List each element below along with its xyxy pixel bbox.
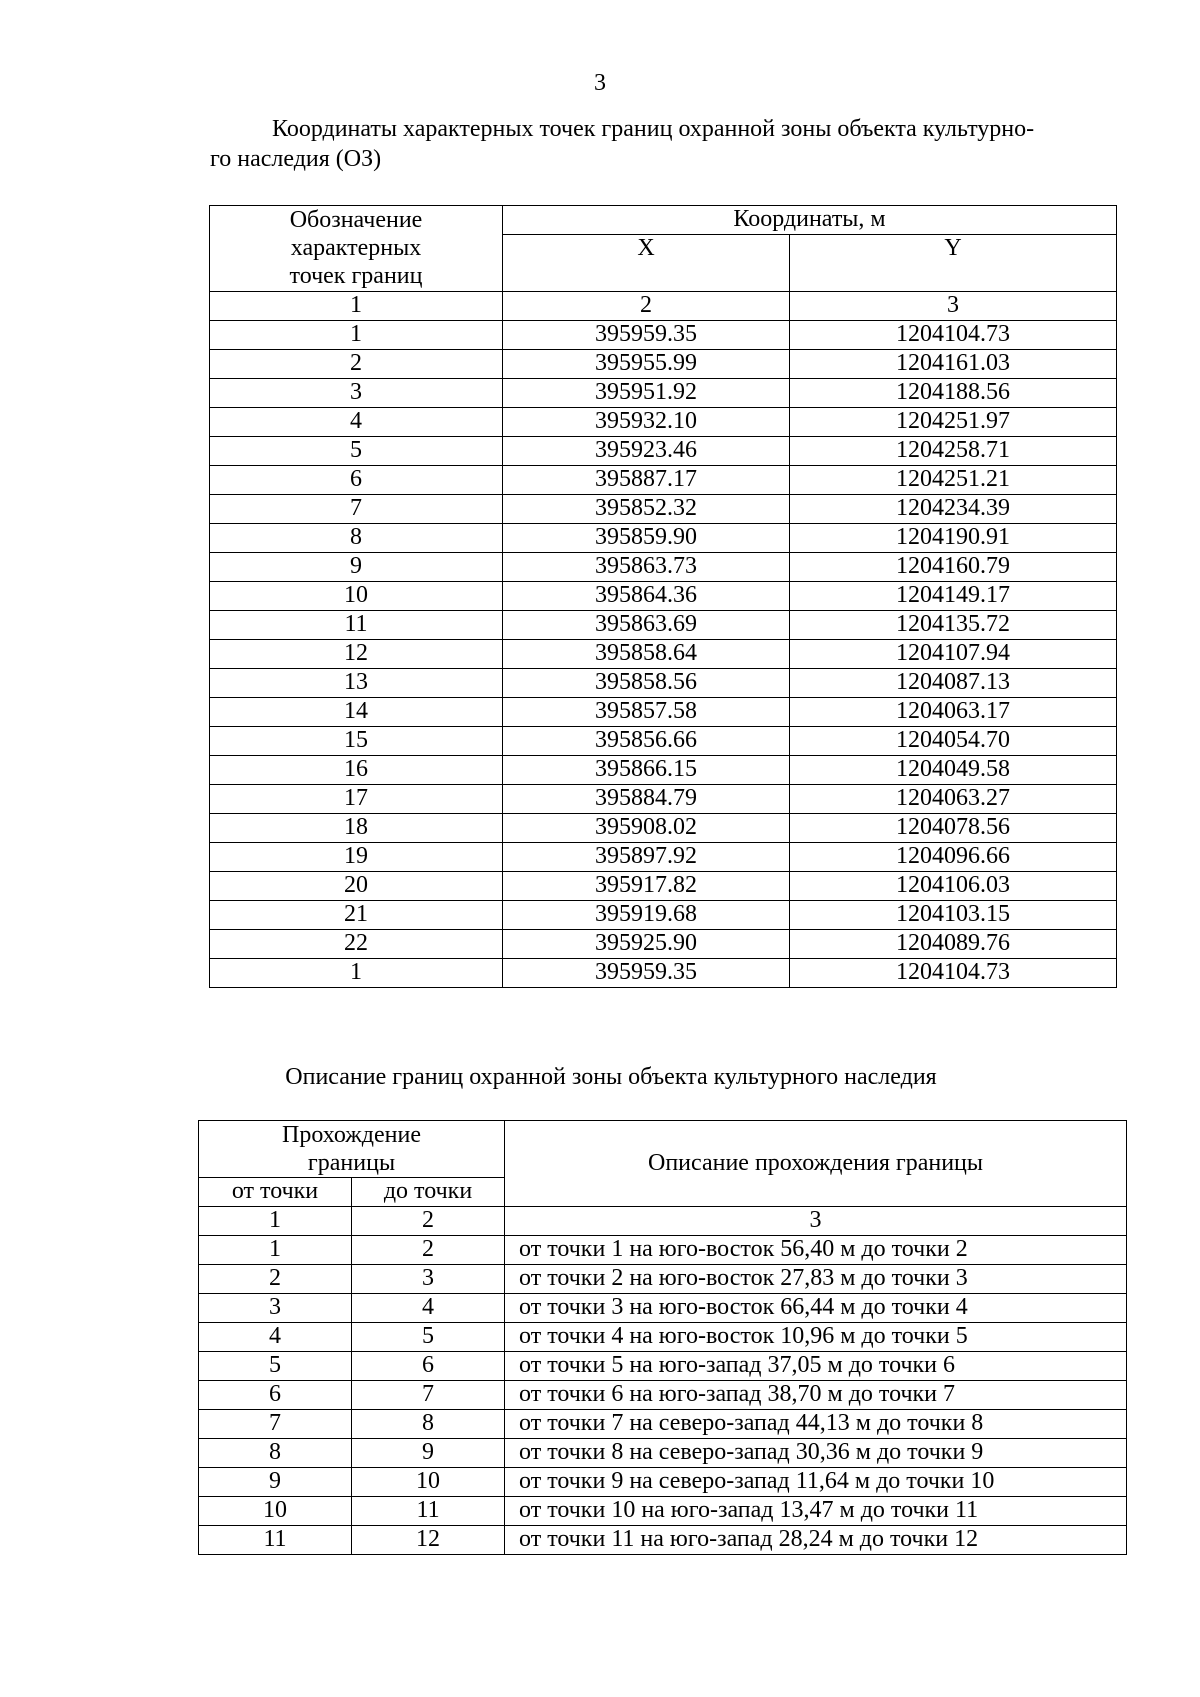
from-point: 6 xyxy=(199,1381,352,1410)
x-value: 395856.66 xyxy=(503,727,790,756)
x-value: 395863.73 xyxy=(503,553,790,582)
point-number: 21 xyxy=(210,901,503,930)
y-value: 1204251.21 xyxy=(790,466,1117,495)
passage-description: от точки 8 на северо-запад 30,36 м до точки 9 xyxy=(505,1439,1127,1468)
point-number: 7 xyxy=(210,495,503,524)
point-number: 18 xyxy=(210,814,503,843)
x-header: X xyxy=(503,235,790,292)
passage-header-line1: Прохождение xyxy=(282,1122,422,1148)
point-number: 14 xyxy=(210,698,503,727)
passage-description: от точки 2 на юго-восток 27,83 м до точки 3 xyxy=(505,1265,1127,1294)
designation-header-line3: точек границ xyxy=(289,263,423,289)
y-value: 1204188.56 xyxy=(790,379,1117,408)
point-number: 6 xyxy=(210,466,503,495)
point-number: 1 xyxy=(210,321,503,350)
bounds-row xyxy=(199,1468,1127,1497)
x-value: 395887.17 xyxy=(503,466,790,495)
col-number-1: 1 xyxy=(199,1207,352,1236)
coords-row xyxy=(210,785,1117,814)
x-value: 395959.35 xyxy=(503,321,790,350)
y-value: 1204107.94 xyxy=(790,640,1117,669)
coords-heading xyxy=(210,114,1120,174)
x-value: 395919.68 xyxy=(503,901,790,930)
y-value: 1204063.27 xyxy=(790,785,1117,814)
passage-description: от точки 9 на северо-запад 11,64 м до точки 10 xyxy=(505,1468,1127,1497)
coords-heading-line2: го наследия (ОЗ) xyxy=(210,146,382,172)
coords-heading-line1: Координаты характерных точек границ охранной зоны объекта культурно- xyxy=(272,116,1035,142)
passage-description: от точки 7 на северо-запад 44,13 м до точки 8 xyxy=(505,1410,1127,1439)
x-value: 395908.02 xyxy=(503,814,790,843)
coords-row xyxy=(210,437,1117,466)
to-point: 6 xyxy=(352,1352,505,1381)
x-value: 395859.90 xyxy=(503,524,790,553)
point-number: 2 xyxy=(210,350,503,379)
from-point: 7 xyxy=(199,1410,352,1439)
coords-row xyxy=(210,698,1117,727)
bounds-subtitle: Описание границ охранной зоны объекта культурного наследия xyxy=(285,1064,937,1090)
page-number: 3 xyxy=(594,70,606,96)
passage-description: от точки 5 на юго-запад 37,05 м до точки 6 xyxy=(505,1352,1127,1381)
y-value: 1204078.56 xyxy=(790,814,1117,843)
to-point-header: до точки xyxy=(352,1178,505,1207)
point-number: 13 xyxy=(210,669,503,698)
from-point: 9 xyxy=(199,1468,352,1497)
to-point: 9 xyxy=(352,1439,505,1468)
y-value: 1204190.91 xyxy=(790,524,1117,553)
point-number: 15 xyxy=(210,727,503,756)
bounds-row xyxy=(199,1323,1127,1352)
y-header: Y xyxy=(790,235,1117,292)
point-number: 12 xyxy=(210,640,503,669)
coords-row xyxy=(210,524,1117,553)
passage-description: от точки 6 на юго-запад 38,70 м до точки 7 xyxy=(505,1381,1127,1410)
coords-row xyxy=(210,843,1117,872)
point-number: 11 xyxy=(210,611,503,640)
point-number: 1 xyxy=(210,959,503,988)
coords-row xyxy=(210,350,1117,379)
x-value: 395923.46 xyxy=(503,437,790,466)
bounds-row xyxy=(199,1265,1127,1294)
x-value: 395864.36 xyxy=(503,582,790,611)
passage-header-line2: границы xyxy=(307,1150,396,1176)
coords-header: Координаты, м xyxy=(503,206,1117,235)
bounds-row xyxy=(199,1236,1127,1265)
bounds-row xyxy=(199,1497,1127,1526)
x-value: 395863.69 xyxy=(503,611,790,640)
from-point: 8 xyxy=(199,1439,352,1468)
y-value: 1204251.97 xyxy=(790,408,1117,437)
y-value: 1204089.76 xyxy=(790,930,1117,959)
y-value: 1204234.39 xyxy=(790,495,1117,524)
x-value: 395866.15 xyxy=(503,756,790,785)
coords-row xyxy=(210,669,1117,698)
coords-row xyxy=(210,582,1117,611)
y-value: 1204160.79 xyxy=(790,553,1117,582)
to-point: 8 xyxy=(352,1410,505,1439)
col-number-2: 2 xyxy=(503,292,790,321)
point-number: 4 xyxy=(210,408,503,437)
x-value: 395951.92 xyxy=(503,379,790,408)
point-number: 3 xyxy=(210,379,503,408)
to-point: 11 xyxy=(352,1497,505,1526)
y-value: 1204054.70 xyxy=(790,727,1117,756)
coords-row xyxy=(210,379,1117,408)
col-number-1: 1 xyxy=(210,292,503,321)
coords-row xyxy=(210,321,1117,350)
col-number-2: 2 xyxy=(352,1207,505,1236)
coords-row xyxy=(210,901,1117,930)
boundary-description-table xyxy=(198,1120,1127,1555)
bounds-row xyxy=(199,1352,1127,1381)
passage-description: от точки 3 на юго-восток 66,44 м до точки 4 xyxy=(505,1294,1127,1323)
coords-row xyxy=(210,466,1117,495)
x-value: 395959.35 xyxy=(503,959,790,988)
to-point: 4 xyxy=(352,1294,505,1323)
x-value: 395917.82 xyxy=(503,872,790,901)
coords-row xyxy=(210,640,1117,669)
y-value: 1204161.03 xyxy=(790,350,1117,379)
description-header: Описание прохождения границы xyxy=(505,1121,1127,1207)
y-value: 1204103.15 xyxy=(790,901,1117,930)
from-point: 2 xyxy=(199,1265,352,1294)
from-point: 4 xyxy=(199,1323,352,1352)
y-value: 1204258.71 xyxy=(790,437,1117,466)
bounds-row xyxy=(199,1294,1127,1323)
x-value: 395955.99 xyxy=(503,350,790,379)
x-value: 395858.64 xyxy=(503,640,790,669)
point-number: 20 xyxy=(210,872,503,901)
point-number: 5 xyxy=(210,437,503,466)
x-value: 395897.92 xyxy=(503,843,790,872)
x-value: 395858.56 xyxy=(503,669,790,698)
coords-row xyxy=(210,959,1117,988)
coords-row xyxy=(210,408,1117,437)
point-number: 9 xyxy=(210,553,503,582)
col-number-3: 3 xyxy=(505,1207,1127,1236)
y-value: 1204087.13 xyxy=(790,669,1117,698)
from-point: 3 xyxy=(199,1294,352,1323)
to-point: 5 xyxy=(352,1323,505,1352)
bounds-row xyxy=(199,1526,1127,1555)
passage-header xyxy=(199,1121,505,1178)
x-value: 395857.58 xyxy=(503,698,790,727)
passage-description: от точки 10 на юго-запад 13,47 м до точки 11 xyxy=(505,1497,1127,1526)
y-value: 1204049.58 xyxy=(790,756,1117,785)
point-number: 16 xyxy=(210,756,503,785)
y-value: 1204149.17 xyxy=(790,582,1117,611)
y-value: 1204106.03 xyxy=(790,872,1117,901)
designation-header-line1: Обозначение xyxy=(289,207,423,233)
point-number: 10 xyxy=(210,582,503,611)
point-number: 8 xyxy=(210,524,503,553)
y-value: 1204135.72 xyxy=(790,611,1117,640)
coordinates-table xyxy=(209,205,1117,988)
coords-row xyxy=(210,553,1117,582)
from-point: 11 xyxy=(199,1526,352,1555)
from-point: 1 xyxy=(199,1236,352,1265)
y-value: 1204096.66 xyxy=(790,843,1117,872)
from-point: 5 xyxy=(199,1352,352,1381)
designation-header-line2: характерных xyxy=(290,235,422,261)
to-point: 7 xyxy=(352,1381,505,1410)
y-value: 1204104.73 xyxy=(790,321,1117,350)
coords-row xyxy=(210,611,1117,640)
coords-row xyxy=(210,756,1117,785)
to-point: 12 xyxy=(352,1526,505,1555)
coords-row xyxy=(210,727,1117,756)
point-number: 22 xyxy=(210,930,503,959)
y-value: 1204063.17 xyxy=(790,698,1117,727)
bounds-row xyxy=(199,1381,1127,1410)
to-point: 2 xyxy=(352,1236,505,1265)
coords-row xyxy=(210,814,1117,843)
bounds-row xyxy=(199,1410,1127,1439)
x-value: 395852.32 xyxy=(503,495,790,524)
bounds-row xyxy=(199,1439,1127,1468)
col-number-3: 3 xyxy=(790,292,1117,321)
passage-description: от точки 1 на юго-восток 56,40 м до точки 2 xyxy=(505,1236,1127,1265)
point-number: 17 xyxy=(210,785,503,814)
passage-description: от точки 11 на юго-запад 28,24 м до точки 12 xyxy=(505,1526,1127,1555)
coords-row xyxy=(210,872,1117,901)
x-value: 395932.10 xyxy=(503,408,790,437)
coords-row xyxy=(210,930,1117,959)
y-value: 1204104.73 xyxy=(790,959,1117,988)
to-point: 10 xyxy=(352,1468,505,1497)
passage-description: от точки 4 на юго-восток 10,96 м до точки 5 xyxy=(505,1323,1127,1352)
designation-header xyxy=(210,206,503,292)
from-point: 10 xyxy=(199,1497,352,1526)
coords-row xyxy=(210,495,1117,524)
from-point-header: от точки xyxy=(199,1178,352,1207)
x-value: 395884.79 xyxy=(503,785,790,814)
to-point: 3 xyxy=(352,1265,505,1294)
point-number: 19 xyxy=(210,843,503,872)
x-value: 395925.90 xyxy=(503,930,790,959)
